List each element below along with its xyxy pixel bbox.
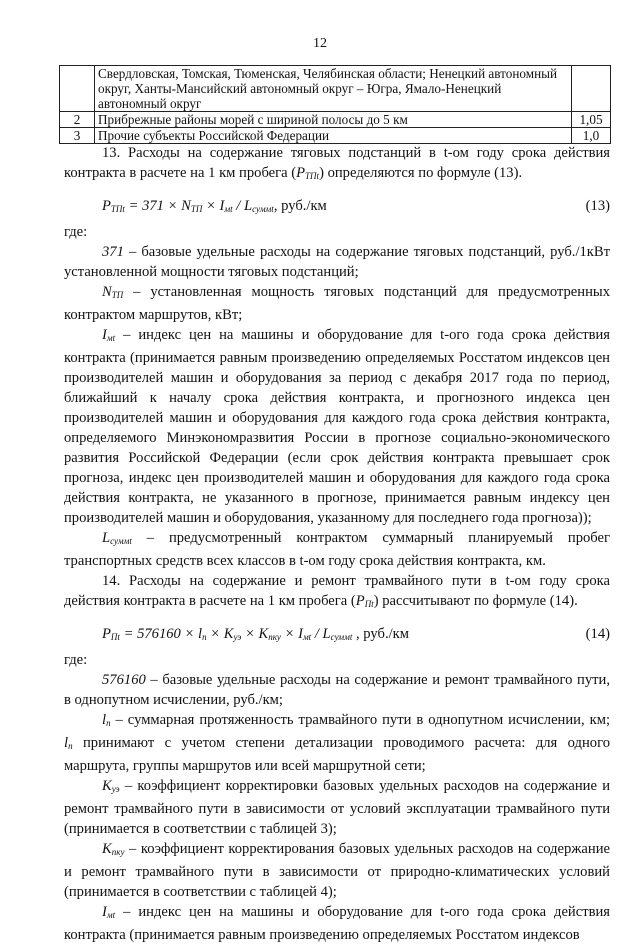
formula-13-number: (13) bbox=[585, 198, 610, 214]
region-coefficient-table bbox=[59, 65, 611, 144]
definition-k-ue: $K_{уэ}$ – коэффициент корректировки базовых удельных расходов на содержание и ремонт трамвайного пути в зависимости от условий эксплуатации трамвайного пути (принимается в соответствии с таблицей 3); bbox=[64, 778, 610, 837]
definition-i-mt-2: $I_{мt}$ – индекс цен на машины и оборудование для t-ого года срока действия контракта (принимается равным произведению определяемых Росстатом индексов bbox=[64, 904, 610, 943]
where-label: где: bbox=[64, 224, 88, 240]
definition-371: 371 – базовые удельные расходы на содержание тяговых подстанций, руб./1кВт установленной мощности тяговых подстанций; bbox=[64, 244, 610, 280]
formula-14-number: (14) bbox=[585, 626, 610, 642]
paragraph-14-intro: 14. Расходы на содержание и ремонт трамвайного пути в t-ом году срока действия контракта в расчете на 1 км пробега $(P_{Пt})$ рассчитывают по формуле (14). bbox=[64, 573, 610, 609]
table-cell-region: Свердловская, Томская, Тюменская, Челябинская области; Ненецкий автономный округ, Ханты-Мансийский автономный округ – Югра, Ямало-Ненецкий автономный округ bbox=[95, 66, 572, 112]
formula-14: $P_{Пt} = 576160 \times l_п \times K_{уэ} \times K_{пку} \times I_{мt} / L_{суммt}$ , руб./км (14) bbox=[102, 626, 610, 642]
table-cell-number: 2 bbox=[60, 112, 95, 128]
table-cell-region: Прибрежные районы морей с шириной полосы до 5 км bbox=[95, 112, 572, 128]
table-cell-value bbox=[572, 66, 611, 112]
table-cell-value: 1,0 bbox=[572, 128, 611, 144]
document-body bbox=[64, 143, 610, 945]
where-label: где: bbox=[64, 652, 88, 668]
definition-l-summ: $L_{суммt}$ – предусмотренный контрактом суммарный планируемый пробег транспортных средств всех классов в t-ом году срока действия контракта, км. bbox=[64, 530, 610, 569]
formula-13: $P_{ТПt} = 371 \times N_{ТП} \times I_{мt} / L_{суммt}$, руб./км (13) bbox=[102, 198, 610, 214]
table-cell-number: 3 bbox=[60, 128, 95, 144]
table-row bbox=[60, 128, 611, 144]
definition-k-pku: $K_{пку}$ – коэффициент корректирования базовых удельных расходов на содержание и ремонт трамвайного пути в зависимости от природно-климатических условий (принимается в соответствии с таблицей 4); bbox=[64, 841, 610, 900]
definition-i-mt: $I_{мt}$ – индекс цен на машины и оборудование для t-ого года срока действия контракта (принимается равным произведению определяемых Росстатом индексов цен производителей машин и оборудования за период с декабря 2017 года по период, ближайший к началу срока действия контракта, и прогнозного индекса цен производителей машин и оборудования для каждого года срока действия контракта, определяемого Минэкономразвития России в прогнозе социально-экономического развития Российской Федерации (если срок действия контракта превышает срок прогноза, индекс цен производителей машин и оборудования для каждого года срока действия контракта, не указанного в прогнозе, принимается равным индексу цен производителей машин и оборудования, указанному для последнего года прогноза)); bbox=[64, 327, 610, 526]
table-row bbox=[60, 112, 611, 128]
table-cell-value: 1,05 bbox=[572, 112, 611, 128]
page-number: 12 bbox=[313, 36, 327, 51]
table-row bbox=[60, 66, 611, 112]
definition-576160: 576160 – базовые удельные расходы на содержание и ремонт трамвайного пути, в однопутном исчислении, руб./км; bbox=[64, 672, 610, 708]
table-cell-number bbox=[60, 66, 95, 112]
definition-l-p: $l_п$ – суммарная протяженность трамвайного пути в однопутном исчислении, км; $l_п$ принимают с учетом степени детализации проводимого расчета: для одного маршрута, группы маршрутов или всей маршрутной сети; bbox=[64, 712, 610, 774]
definition-n-tp: $N_{ТП}$ – установленная мощность тяговых подстанций для предусмотренных контрактом маршрутов, кВт; bbox=[64, 284, 610, 323]
table-cell-region: Прочие субъекты Российской Федерации bbox=[95, 128, 572, 144]
paragraph-13-intro: 13. Расходы на содержание тяговых подстанций в t-ом году срока действия контракта в расчете на 1 км пробега $(P_{ТПt})$ определяются по формуле (13). bbox=[64, 145, 610, 181]
